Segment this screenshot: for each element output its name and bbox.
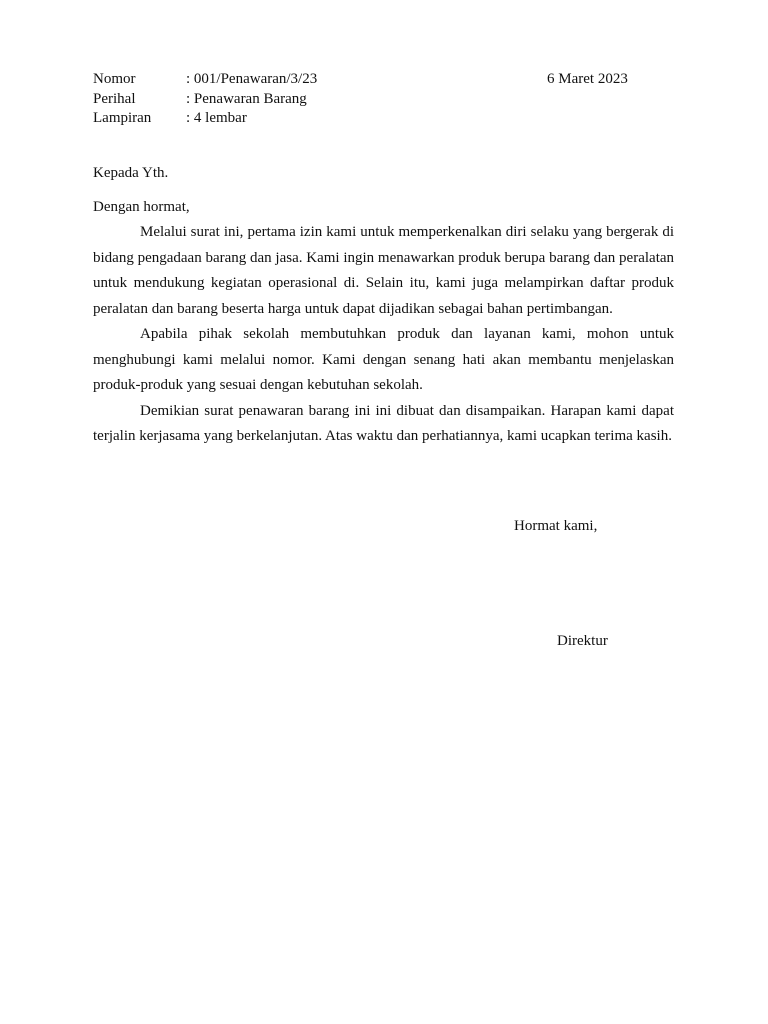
field-perihal bbox=[93, 90, 653, 110]
body-paragraph: Demikian surat penawaran barang ini ini dibuat dan disampaikan. Harapan kami dapat terjalin kerjasama yang berkelanjutan. Atas waktu dan perhatiannya, kami ucapkan terima kasih. bbox=[93, 402, 674, 444]
field-label: Lampiran bbox=[93, 110, 152, 126]
field-value: : Penawaran Barang bbox=[186, 90, 307, 107]
field-value: : 4 lembar bbox=[186, 110, 247, 126]
signer-title: Direktur bbox=[557, 633, 608, 649]
recipient-line: Kepada Yth. bbox=[93, 165, 169, 181]
letter-body bbox=[93, 220, 674, 450]
field-label: Nomor bbox=[93, 71, 136, 87]
field-value: : 001/Penawaran/3/23 bbox=[186, 71, 318, 87]
field-label: Perihal bbox=[93, 90, 136, 107]
greeting-line: Dengan hormat, bbox=[93, 199, 190, 215]
body-paragraph: Melalui surat ini, pertama izin kami untuk memperkenalkan diri selaku yang bergerak di bidang pengadaan barang dan jasa. Kami ingin menawarkan produk berupa barang dan peralatan untuk mendukung kegiatan operasional di. Selain itu, kami juga melampirkan daftar produk peralatan dan barang beserta harga untuk dapat dijadikan sebagai bahan pertimbangan. bbox=[93, 224, 675, 317]
letter-date: 6 Maret 2023 bbox=[547, 71, 628, 87]
closing-line: Hormat kami, bbox=[514, 518, 598, 534]
field-lampiran bbox=[93, 109, 653, 129]
body-paragraph: Apabila pihak sekolah membutuhkan produk dan layanan kami, mohon untuk menghubungi kami melalui nomor. Kami dengan senang hati akan membantu menjelaskan produk-produk yang sesuai dengan kebutuhan sekolah. bbox=[93, 326, 674, 393]
